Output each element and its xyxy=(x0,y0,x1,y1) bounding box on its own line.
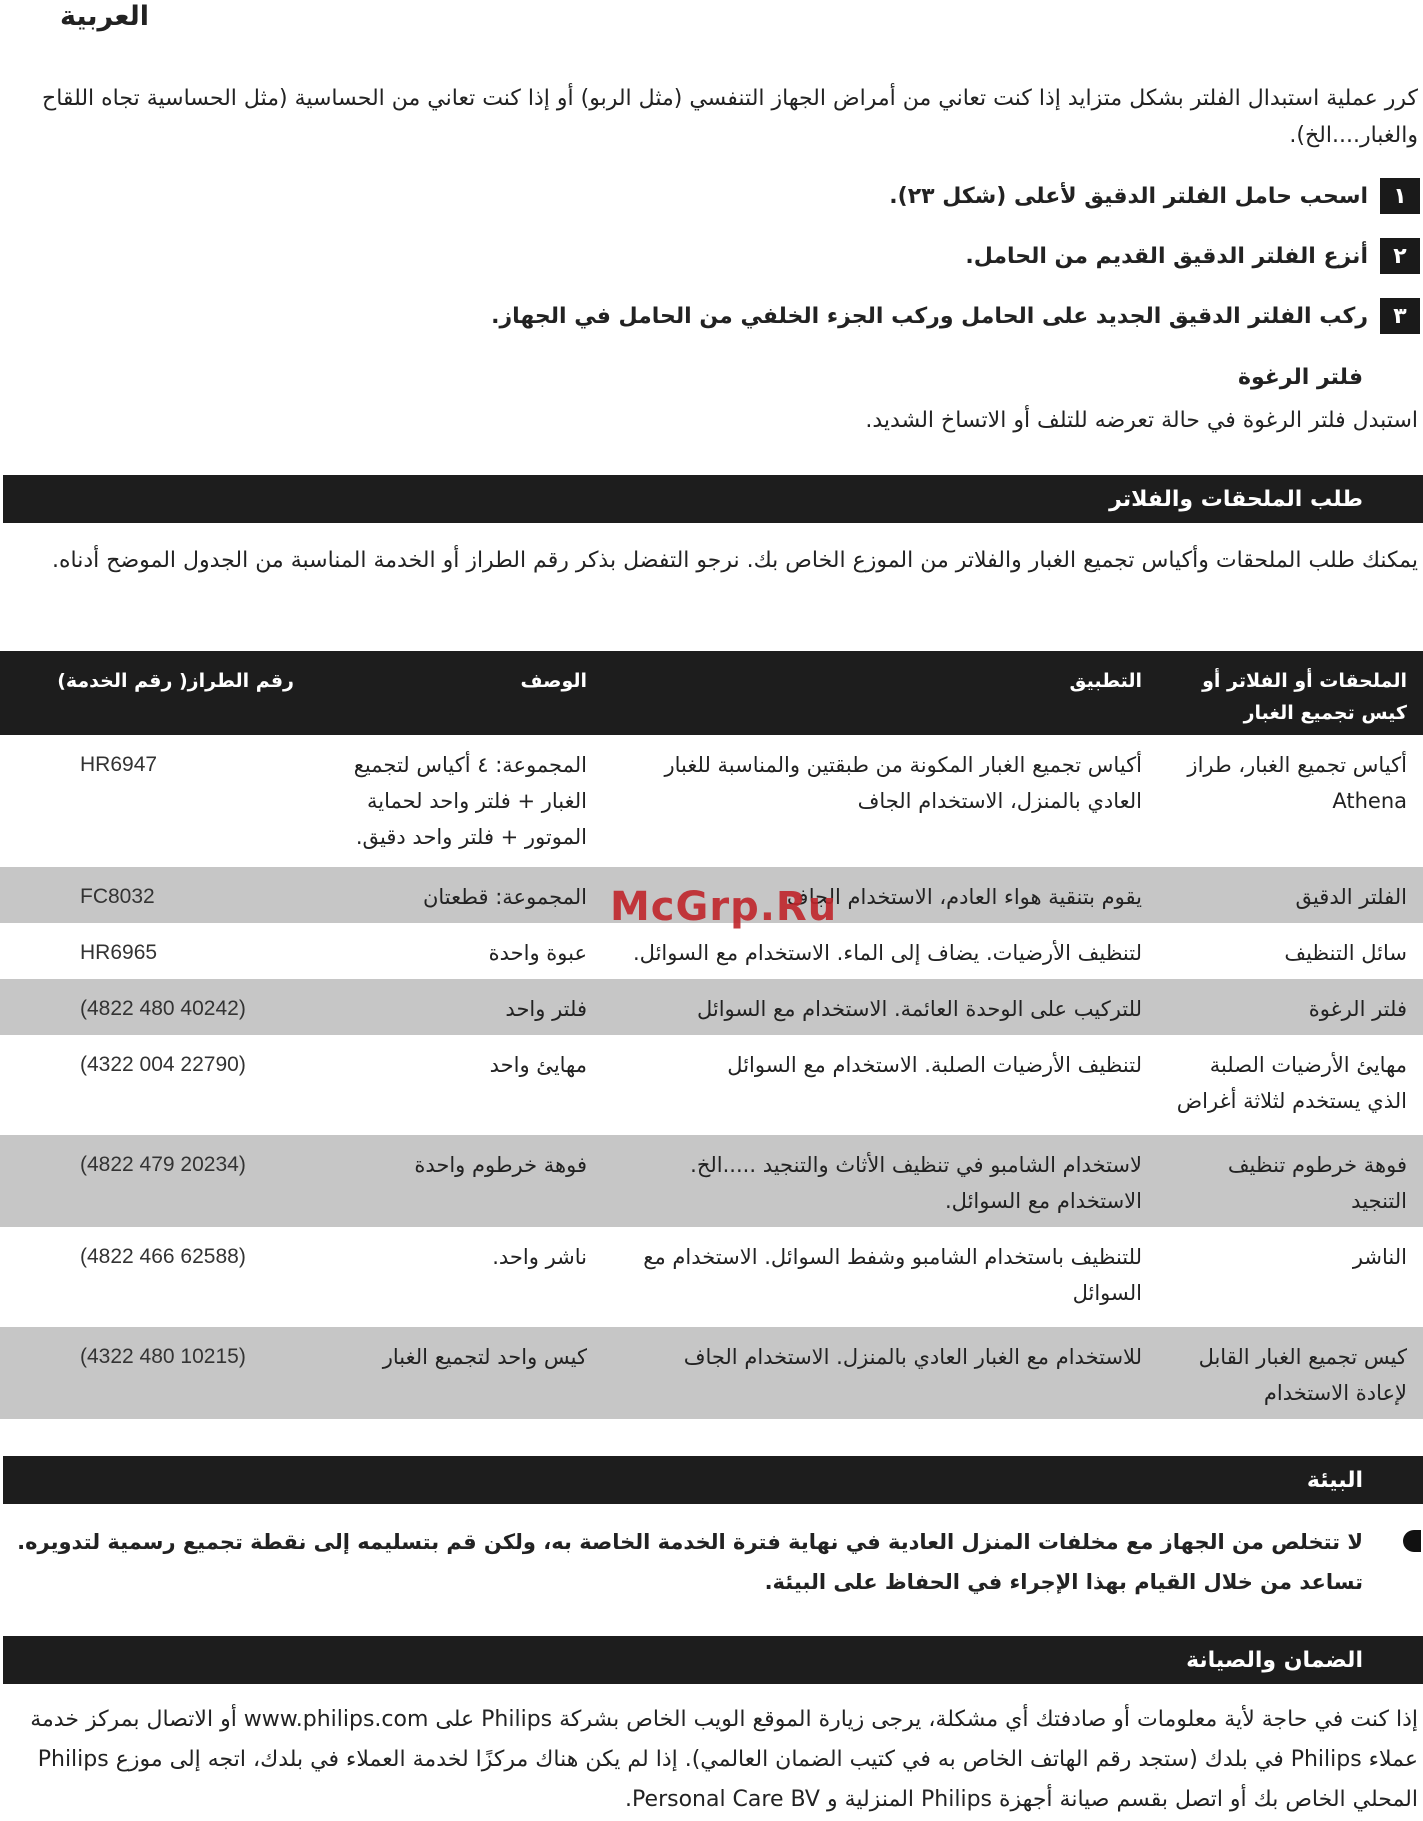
step-number: ٢ xyxy=(1380,238,1420,274)
cell-application: للاستخدام مع الغبار العادي بالمنزل. الاستخدام الجاف xyxy=(603,1327,1158,1419)
guarantee-heading: الضمان والصيانة xyxy=(1186,1648,1363,1673)
environment-section-band xyxy=(3,1456,1423,1504)
cell-accessory: فوهة خرطوم تنظيف التنجيد xyxy=(1158,1135,1423,1227)
cell-model-number: HR6947 xyxy=(80,753,158,776)
cell-application: لاستخدام الشامبو في تنظيف الأثاث والتنجيد .....الخ. الاستخدام مع السوائل. xyxy=(603,1135,1158,1227)
table-row xyxy=(0,1135,1423,1227)
cell-accessory: فلتر الرغوة xyxy=(1158,979,1423,1035)
guarantee-section-band xyxy=(3,1636,1423,1684)
cell-application: يقوم بتنقية هواء العادم، الاستخدام الجاف xyxy=(603,867,1158,923)
cell-description: كيس واحد لتجميع الغبار xyxy=(310,1327,603,1419)
foam-filter-text: استبدل فلتر الرغوة في حالة تعرضه للتلف أو الاتساخ الشديد. xyxy=(865,408,1418,433)
environment-text: لا تتخلص من الجهاز مع مخلفات المنزل العادية في نهاية فترة الخدمة الخاصة به، ولكن قم بتسليمه إلى نقطة تجميع رسمية لتدويره. تساعد من خلال القيام بهذا الإجراء في الحفاظ على البيئة. xyxy=(17,1530,1363,1594)
column-header-description: الوصف xyxy=(310,651,603,735)
step-number: ١ xyxy=(1380,178,1420,214)
environment-heading: البيئة xyxy=(1306,1468,1363,1493)
guarantee-text: إذا كنت في حاجة لأية معلومات أو صادفتك أي مشكلة، يرجى زيارة الموقع الويب الخاص بشركة Philips على www.philips.com أو الاتصال بمركز خدمة عملاء Philips في بلدك (ستجد رقم الهاتف الخاص به في كتيب الضمان العالمي). إذا لم يكن هناك مركزًا لخدمة العملاء في بلدك، اتجه إلى موزع Philips المحلي الخاص بك أو اتصل بقسم صيانة أجهزة Philips المنزلية و Personal Care BV. xyxy=(30,1707,1418,1812)
cell-application: أكياس تجميع الغبار المكونة من طبقتين والمناسبة للغبار العادي بالمنزل، الاستخدام الجاف xyxy=(664,753,1142,813)
cell-accessory: سائل التنظيف xyxy=(1284,941,1407,965)
cell-application: لتنظيف الأرضيات الصلبة. الاستخدام مع السوائل xyxy=(727,1053,1142,1077)
step-2 xyxy=(965,238,1420,274)
cell-description: ناشر واحد. xyxy=(492,1245,587,1269)
cell-description: مهايئ واحد xyxy=(489,1053,587,1077)
step-3 xyxy=(491,298,1420,334)
cell-application: لتنظيف الأرضيات. يضاف إلى الماء. الاستخدام مع السوائل. xyxy=(632,941,1142,965)
ordering-section-band xyxy=(3,475,1423,523)
table-row xyxy=(0,1035,1423,1135)
cell-model-number: (4822 479 20234) xyxy=(0,1135,310,1227)
cell-accessory: كيس تجميع الغبار القابل لإعادة الاستخدام xyxy=(1158,1327,1423,1419)
step-1 xyxy=(889,178,1420,214)
intro-paragraph: كرر عملية استبدال الفلتر بشكل متزايد إذا كنت تعاني من أمراض الجهاز التنفسي (مثل الربو) أو إذا كنت تعاني من الحساسية (مثل الحساسية تجاه اللقاح والغبار....الخ). xyxy=(42,86,1418,148)
cell-accessory: الفلتر الدقيق xyxy=(1158,867,1423,923)
language-title: العربية xyxy=(60,1,149,32)
ordering-text: يمكنك طلب الملحقات وأكياس تجميع الغبار والفلاتر من الموزع الخاص بك. نرجو التفضل بذكر رقم الطراز أو الخدمة المناسبة من الجدول الموضح أدناه. xyxy=(52,548,1418,573)
step-text: أنزع الفلتر الدقيق القديم من الحامل. xyxy=(965,243,1368,269)
foam-filter-heading: فلتر الرغوة xyxy=(1237,365,1363,390)
step-number: ٣ xyxy=(1380,298,1420,334)
table-row xyxy=(0,923,1423,979)
cell-application: للتركيب على الوحدة العائمة. الاستخدام مع السوائل xyxy=(603,979,1158,1035)
column-header-model-number: رقم الطراز( رقم الخدمة) xyxy=(0,651,310,735)
ordering-heading: طلب الملحقات والفلاتر xyxy=(1109,487,1363,512)
table-header-row xyxy=(0,651,1423,735)
cell-description: المجموعة: قطعتان xyxy=(310,867,603,923)
cell-model-number: HR6965 xyxy=(80,941,158,964)
accessories-table xyxy=(0,651,1423,1419)
bullet-icon xyxy=(1403,1530,1421,1552)
step-text: ركب الفلتر الدقيق الجديد على الحامل وركب الجزء الخلفي من الحامل في الجهاز. xyxy=(491,303,1368,329)
table-row xyxy=(0,1227,1423,1327)
cell-model-number: FC8032 xyxy=(0,867,310,923)
cell-model-number: (4322 480 10215) xyxy=(0,1327,310,1419)
column-header-application: التطبيق xyxy=(603,651,1158,735)
cell-model-number: (4822 480 40242) xyxy=(0,979,310,1035)
column-header-accessory: الملحقات أو الفلاتر أو كيس تجميع الغبار xyxy=(1158,651,1423,735)
cell-description: المجموعة: ٤ أكياس لتجميع الغبار + فلتر واحد لحماية الموتور + فلتر واحد دقيق. xyxy=(353,753,587,849)
cell-description: فلتر واحد xyxy=(310,979,603,1035)
watermark: McGrp.Ru xyxy=(610,884,838,930)
cell-accessory: الناشر xyxy=(1352,1245,1407,1269)
cell-model-number: (4822 466 62588) xyxy=(80,1245,246,1268)
cell-accessory: مهايئ الأرضيات الصلبة الذي يستخدم لثلاثة أغراض xyxy=(1176,1053,1407,1113)
cell-description: عبوة واحدة xyxy=(488,941,587,965)
cell-description: فوهة خرطوم واحدة xyxy=(310,1135,603,1227)
step-text: اسحب حامل الفلتر الدقيق لأعلى (شكل ٢٣). xyxy=(889,183,1368,209)
cell-model-number: (4322 004 22790) xyxy=(80,1053,246,1076)
cell-application: للتنظيف باستخدام الشامبو وشفط السوائل. الاستخدام مع السوائل xyxy=(643,1245,1142,1305)
table-row xyxy=(0,1327,1423,1419)
cell-accessory: أكياس تجميع الغبار، طراز Athena xyxy=(1187,753,1407,813)
table-row xyxy=(0,735,1423,867)
table-row xyxy=(0,979,1423,1035)
